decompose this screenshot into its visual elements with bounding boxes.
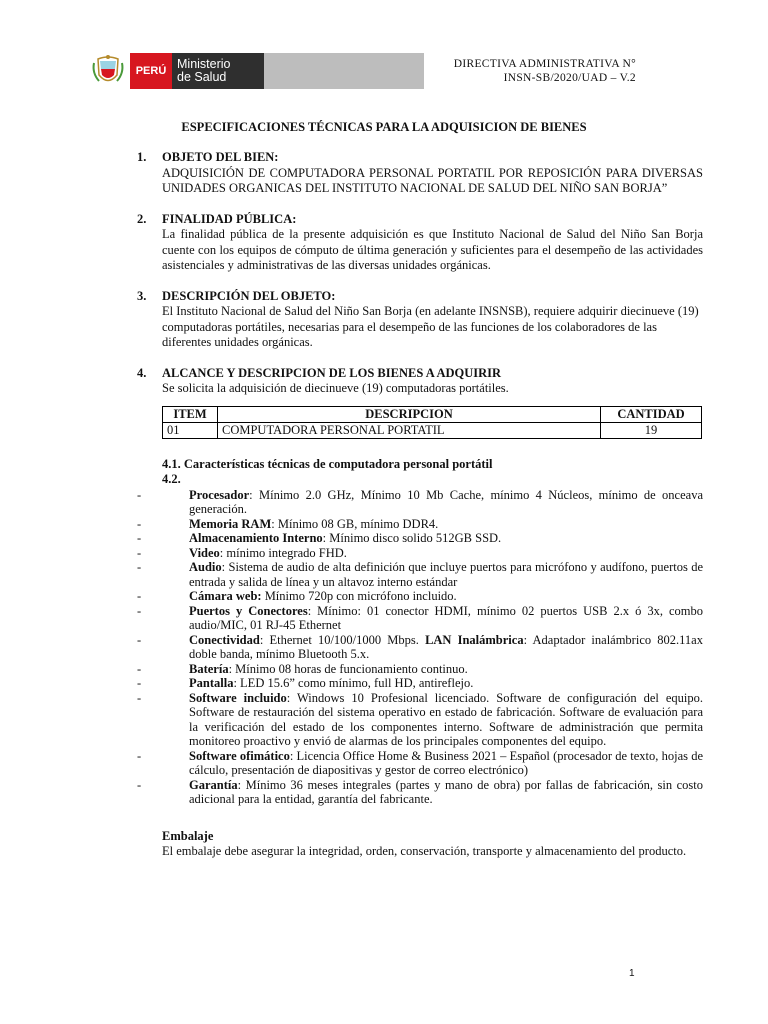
section-text: ADQUISICIÓN DE COMPUTADORA PERSONAL PORTATIL POR REPOSICIÓN PARA DIVERSAS UNIDADES ORGANICAS DEL INSTITUTO NACIONAL DE SALUD DEL NIÑO SAN BORJA” xyxy=(162,165,703,195)
spec-item: - Puertos y Conectores: Mínimo: 01 conector HDMI, mínimo 02 puertos USB 2.x ó 3x, combo audio/MIC, 01 RJ-45 Ethernet xyxy=(137,603,703,632)
ministry-label-line2: de Salud xyxy=(177,70,227,84)
logo-gray-band xyxy=(264,53,424,89)
table-cell-item: 01 xyxy=(163,422,218,438)
spec-label: Software ofimático xyxy=(189,748,290,763)
section-heading: DESCRIPCIÓN DEL OBJETO: xyxy=(162,288,336,303)
table-cell-quantity: 19 xyxy=(601,422,702,438)
table-row xyxy=(163,422,702,438)
spec-text: : LED 15.6” como mínimo, full HD, antireflejo. xyxy=(233,676,474,690)
spec-label: Cámara web: xyxy=(189,589,262,603)
spec-item: - Memoria RAM: Mínimo 08 GB, mínimo DDR4. xyxy=(137,516,439,531)
spec-item: - Software ofimático: Licencia Office Home & Business 2021 – Español (procesador de texto, hojas de cálculo, presentación de diapositivas y gestor de correo electrónico) xyxy=(137,748,703,777)
spec-list xyxy=(137,488,703,807)
spec-text: : Adaptador inalámbrico 802.11ax doble banda, mínimo Bluetooth 5.x. xyxy=(189,632,703,661)
spec-label: Software incluido xyxy=(189,690,287,705)
ministry-logo xyxy=(90,53,424,89)
document-title: ESPECIFICACIONES TÉCNICAS PARA LA ADQUISICION DE BIENES xyxy=(181,120,587,134)
section-heading: OBJETO DEL BIEN: xyxy=(162,150,279,164)
spec-item: - Pantalla: LED 15.6” como mínimo, full HD, antireflejo. xyxy=(137,676,474,690)
section-number: 4. xyxy=(137,365,147,380)
section-number: 1. xyxy=(137,150,147,164)
table-header-row xyxy=(163,406,702,422)
spec-label: Garantía xyxy=(189,777,238,792)
spec-item: - Almacenamiento Interno: Mínimo disco solido 512GB SSD. xyxy=(137,531,502,545)
spec-text: : Sistema de audio de alta definición que incluye puertos para micrófono y audífono, puertos de entrada y salida de línea y un altavoz interno estándar xyxy=(189,560,703,589)
spec-text: : Mínimo 36 meses integrales (partes y mano de obra) por fallas de fabricación, sin costo adicional para la entidad, garantía del fabricante. xyxy=(189,777,703,806)
spec-text: : Licencia Office Home & Business 2021 – Español (procesador de texto, hojas de cálculo, presentación de diapositivas y gestor de correo electrónico) xyxy=(189,748,703,777)
spec-text: : Mínimo 2.0 GHz, Mínimo 10 Mb Cache, mínimo 4 Núcleos, mínimo de onceava generación. xyxy=(189,487,703,516)
spec-text: : Windows 10 Profesional licenciado. Software de configuración del equipo. Software de restauración del sistema operativo en estado de fabricación. Software de evaluación para la verificación del estado de los componentes interno. Software de administración que permita monitoreo proactivo y envió de alarmas de los principales componentes del equipo. xyxy=(189,690,703,748)
section-text: La finalidad pública de la presente adquisición es que Instituto Nacional de Salud del Niño San Borja cuente con los equipos de cómputo de última generación y suficientes para el desempeño de las actividades asistenciales y administrativas de las diversas unidades orgánicas. xyxy=(162,227,703,272)
coat-of-arms-icon xyxy=(90,53,126,89)
section-3 xyxy=(137,289,703,351)
spec-text: : Mínimo: 01 conector HDMI, mínimo 02 puertos USB 2.x ó 3x, combo audio/MIC, 01 RJ-45 Ethernet xyxy=(189,603,703,632)
section-2 xyxy=(137,212,703,274)
items-table xyxy=(162,406,702,439)
spec-label: Almacenamiento Interno xyxy=(189,531,323,545)
spec-text: : Ethernet 10/100/1000 Mbps. xyxy=(259,632,426,647)
directive-line1: DIRECTIVA ADMINISTRATIVA N° xyxy=(453,58,636,70)
section-1 xyxy=(137,150,703,197)
section-text: El Instituto Nacional de Salud del Niño San Borja (en adelante INSNSB), requiere adquirir diecinueve (19) computadoras portátiles, necesarias para el desempeño de las funciones de los colaboradores de las diferentes unidades orgánicas. xyxy=(162,304,699,349)
spec-label: Video xyxy=(189,545,220,560)
packaging-heading: Embalaje xyxy=(162,828,214,843)
section-heading: ALCANCE Y DESCRIPCION DE LOS BIENES A ADQUIRIR xyxy=(162,365,502,380)
section-number: 2. xyxy=(137,211,147,226)
subsection-heading xyxy=(137,457,703,488)
peru-label: PERÚ xyxy=(130,53,172,89)
spec-text: : mínimo integrado FHD. xyxy=(219,545,347,560)
spec-item: - Software incluido: Windows 10 Profesional licenciado. Software de configuración del equipo. Software de restauración del sistema operativo en estado de fabricación. Software de evaluación para la verificación del estado de los componentes interno. Software de administración que permita monitoreo proactivo y envió de alarmas de los principales componentes del equipo. xyxy=(137,690,703,748)
section-number: 3. xyxy=(137,288,147,303)
section-heading: FINALIDAD PÚBLICA: xyxy=(162,211,297,226)
spec-label: Batería xyxy=(189,661,229,676)
ministry-label-line1: Ministerio xyxy=(177,57,231,71)
spec-item: - Audio: Sistema de audio de alta definición que incluye puertos para micrófono y audífono, puertos de entrada y salida de línea y un altavoz interno estándar xyxy=(137,560,703,589)
spec-label: Conectividad xyxy=(189,632,260,647)
table-header-item: ITEM xyxy=(163,406,218,422)
subsection-line1: 4.1. Características técnicas de computadora personal portátil xyxy=(162,456,493,471)
spec-label: Procesador xyxy=(189,487,250,502)
spec-label: Memoria RAM xyxy=(189,516,272,531)
packaging-section xyxy=(137,829,703,860)
spec-item: - Cámara web: Mínimo 720p con micrófono incluido. xyxy=(137,589,457,603)
spec-text: : Mínimo 08 horas de funcionamiento continuo. xyxy=(228,661,468,676)
spec-item: - Procesador: Mínimo 2.0 GHz, Mínimo 10 Mb Cache, mínimo 4 Núcleos, mínimo de onceava generación. xyxy=(137,487,703,516)
spec-item: - Video: mínimo integrado FHD. xyxy=(137,545,347,560)
subsection-line2: 4.2. xyxy=(162,472,181,486)
document-body xyxy=(137,150,703,860)
spec-text: Mínimo 720p con micrófono incluido. xyxy=(261,589,457,603)
directive-reference xyxy=(454,57,636,85)
spec-item: - Batería: Mínimo 08 horas de funcionamiento continuo. xyxy=(137,661,468,676)
spec-label: Puertos y Conectores xyxy=(189,603,308,618)
spec-text: : Mínimo 08 GB, mínimo DDR4. xyxy=(271,516,439,531)
spec-label: Pantalla xyxy=(189,676,234,690)
spec-text: : Mínimo disco solido 512GB SSD. xyxy=(322,531,502,545)
page-number: 1 xyxy=(629,968,635,979)
spec-label: LAN Inalámbrica xyxy=(425,632,524,647)
packaging-text: El embalaje debe asegurar la integridad, orden, conservación, transporte y almacenamiento del producto. xyxy=(162,844,687,858)
table-cell-description: COMPUTADORA PERSONAL PORTATIL xyxy=(218,422,601,438)
table-header-quantity: CANTIDAD xyxy=(601,406,702,422)
directive-line2: INSN-SB/2020/UAD – V.2 xyxy=(503,72,636,84)
spec-item: - Conectividad: Ethernet 10/100/1000 Mbps. LAN Inalámbrica: Adaptador inalámbrico 802.11ax doble banda, mínimo Bluetooth 5.x. xyxy=(137,632,703,661)
ministry-label xyxy=(172,53,264,89)
table-header-description: DESCRIPCION xyxy=(218,406,601,422)
spec-label: Audio xyxy=(189,560,222,574)
section-4 xyxy=(137,366,703,439)
section-text: Se solicita la adquisición de diecinueve (19) computadoras portátiles. xyxy=(162,381,509,395)
spec-item: - Garantía: Mínimo 36 meses integrales (partes y mano de obra) por fallas de fabricación, sin costo adicional para la entidad, garantía del fabricante. xyxy=(137,777,703,806)
